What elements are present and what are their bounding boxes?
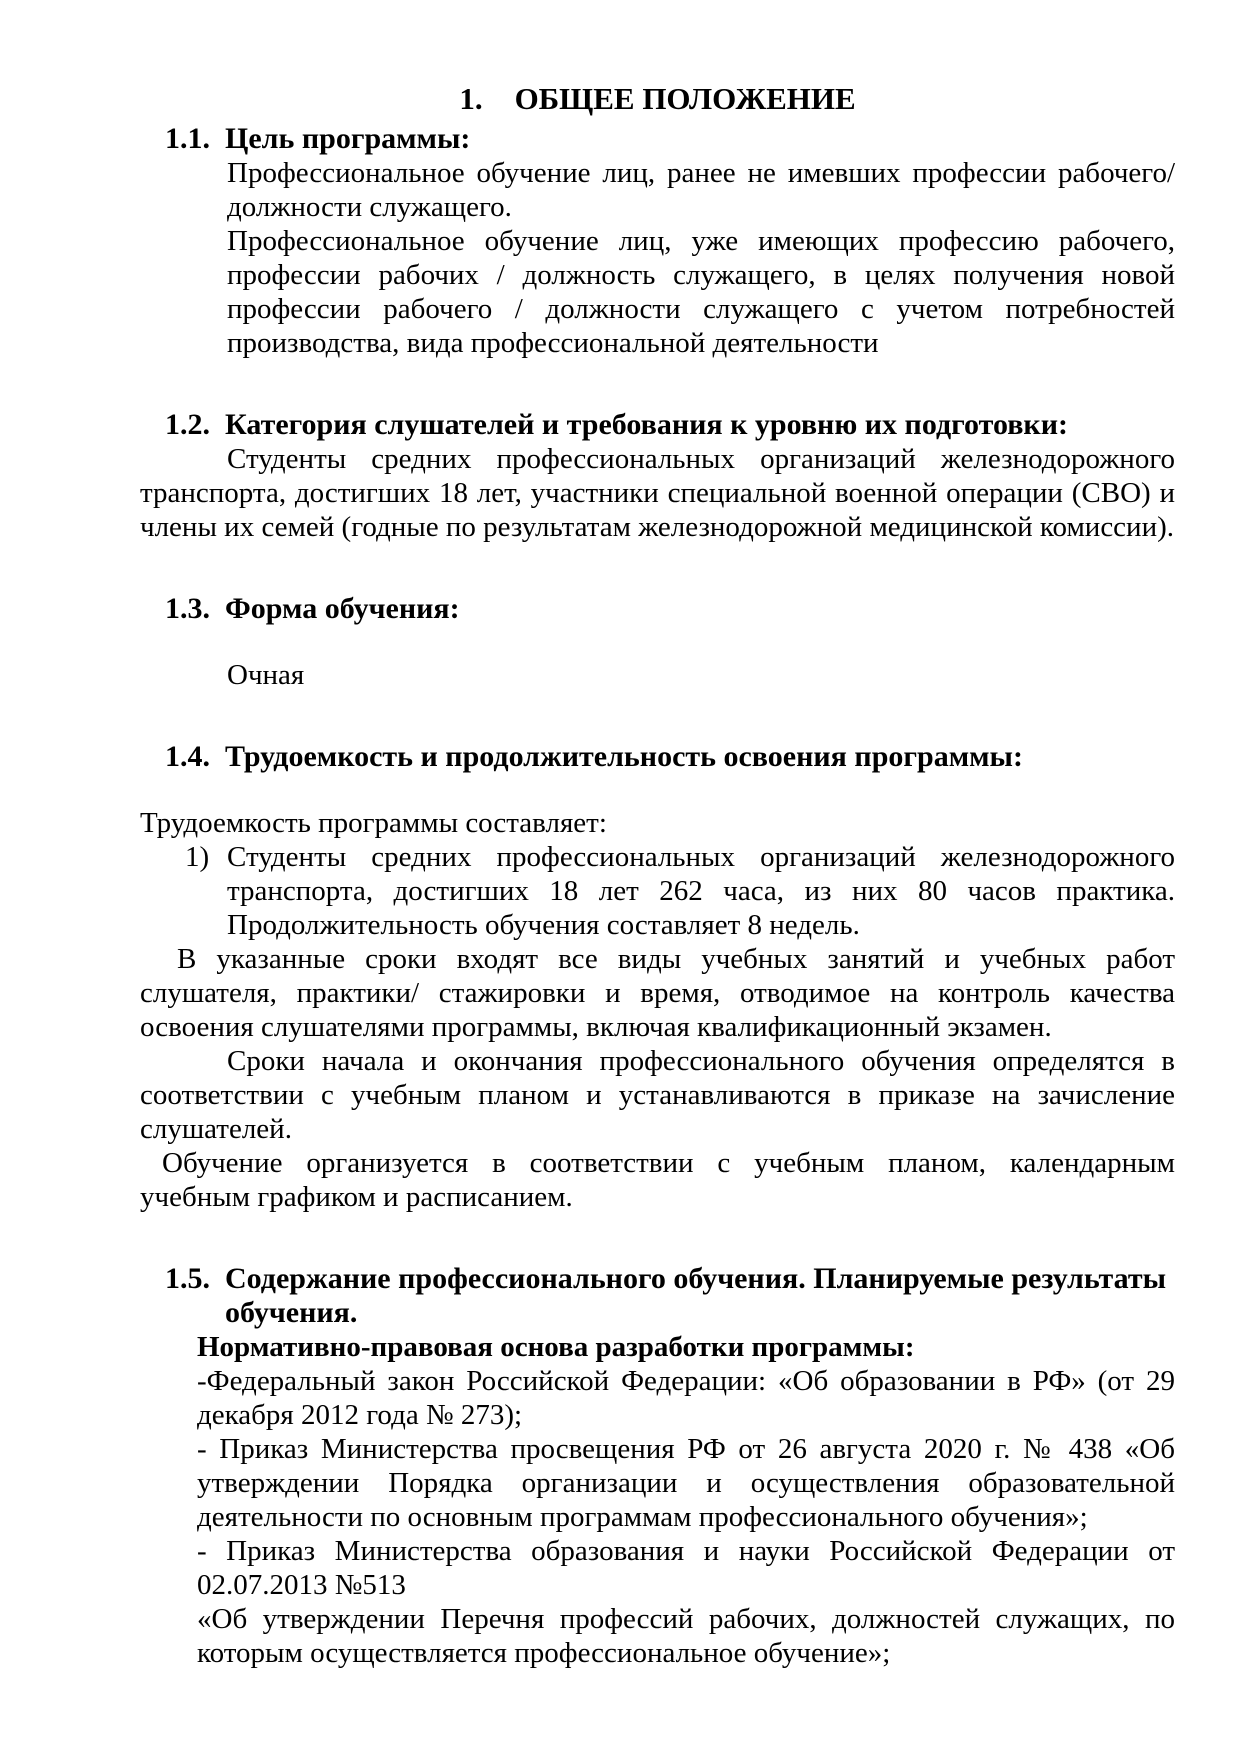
- section-number-1-2: 1.2.: [165, 408, 210, 441]
- section-title-1-5: Содержание профессионального обучения. Планируемые результаты обучения.: [225, 1262, 1167, 1329]
- document-title: [140, 82, 1175, 116]
- section-number-1-5: 1.5.: [165, 1262, 210, 1295]
- section-heading-1-1: [165, 122, 1175, 156]
- section-1-4-list-item-1: [185, 840, 1175, 942]
- section-title-1-2: Категория слушателей и требования к уровню их подготовки:: [225, 408, 1068, 441]
- section-title-1-3: Форма обучения:: [225, 592, 460, 625]
- document-title-number: 1.: [459, 81, 483, 116]
- section-1-3-paragraph-1: Очная: [227, 659, 305, 691]
- section-1-5-law-2: - Приказ Министерства просвещения РФ от 26 августа 2020 г. № 438 «Об утверждении Порядка организации и осуществления образовательной деятельности по основным программам профессионального обучения»;: [197, 1433, 1175, 1533]
- section-number-1-4: 1.4.: [165, 740, 210, 773]
- section-number-1-3: 1.3.: [165, 592, 210, 625]
- section-1-5-law-3: - Приказ Министерства образования и науки Российской Федерации от 02.07.2013 №513: [197, 1535, 1175, 1601]
- section-1-4-paragraph-3: Сроки начала и окончания профессионального обучения определятся в соответствии с учебным планом и устанавливаются в приказе на зачисление слушателей.: [140, 1045, 1175, 1145]
- section-1-5-law-4: «Об утверждении Перечня профессий рабочих, должностей служащих, по которым осуществляется профессиональное обучение»;: [197, 1603, 1175, 1669]
- section-number-1-1: 1.1.: [165, 122, 210, 155]
- list-item-text: Студенты средних профессиональных организаций железнодорожного транспорта, достигших 18 лет 262 часа, из них 80 часов практика. Продолжительность обучения составляет 8 недель.: [227, 841, 1175, 941]
- document-title-text: ОБЩЕЕ ПОЛОЖЕНИЕ: [514, 81, 856, 116]
- section-1-1-paragraph-1: Профессиональное обучение лиц, ранее не имевших профессии рабочего/ должности служащего.: [227, 157, 1175, 223]
- section-title-1-4: Трудоемкость и продолжительность освоения программы:: [225, 740, 1023, 773]
- section-1-2-paragraph-1: Студенты средних профессиональных организаций железнодорожного транспорта, достигших 18 лет, участники специальной военной операции (СВО) и члены их семей (годные по результатам железнодорожной медицинской комиссии).: [140, 443, 1175, 543]
- section-heading-1-2: [165, 408, 1175, 442]
- section-1-5-subtitle: Нормативно-правовая основа разработки программы:: [197, 1331, 915, 1363]
- section-1-4-paragraph-2: В указанные сроки входят все виды учебных занятий и учебных работ слушателя, практики/ стажировки и время, отводимое на контроль качества освоения слушателями программы, включая квалификационный экзамен.: [140, 943, 1175, 1043]
- section-1-4-paragraph-4: Обучение организуется в соответствии с учебным планом, календарным учебным графиком и расписанием.: [140, 1147, 1175, 1213]
- section-heading-1-5: [165, 1262, 1175, 1330]
- section-heading-1-3: [165, 592, 1175, 626]
- section-1-5-law-1: -Федеральный закон Российской Федерации: «Об образовании в РФ» (от 29 декабря 2012 года № 273);: [197, 1365, 1175, 1431]
- section-heading-1-4: [165, 740, 1175, 774]
- section-title-1-1: Цель программы:: [225, 122, 471, 155]
- section-1-4-intro: Трудоемкость программы составляет:: [140, 807, 607, 839]
- list-item-marker: 1): [185, 841, 210, 873]
- section-1-1-paragraph-2: Профессиональное обучение лиц, уже имеющих профессию рабочего, профессии рабочих / должность служащего, в целях получения новой профессии рабочего / должности служащего с учетом потребностей производства, вида профессиональной деятельности: [227, 225, 1175, 359]
